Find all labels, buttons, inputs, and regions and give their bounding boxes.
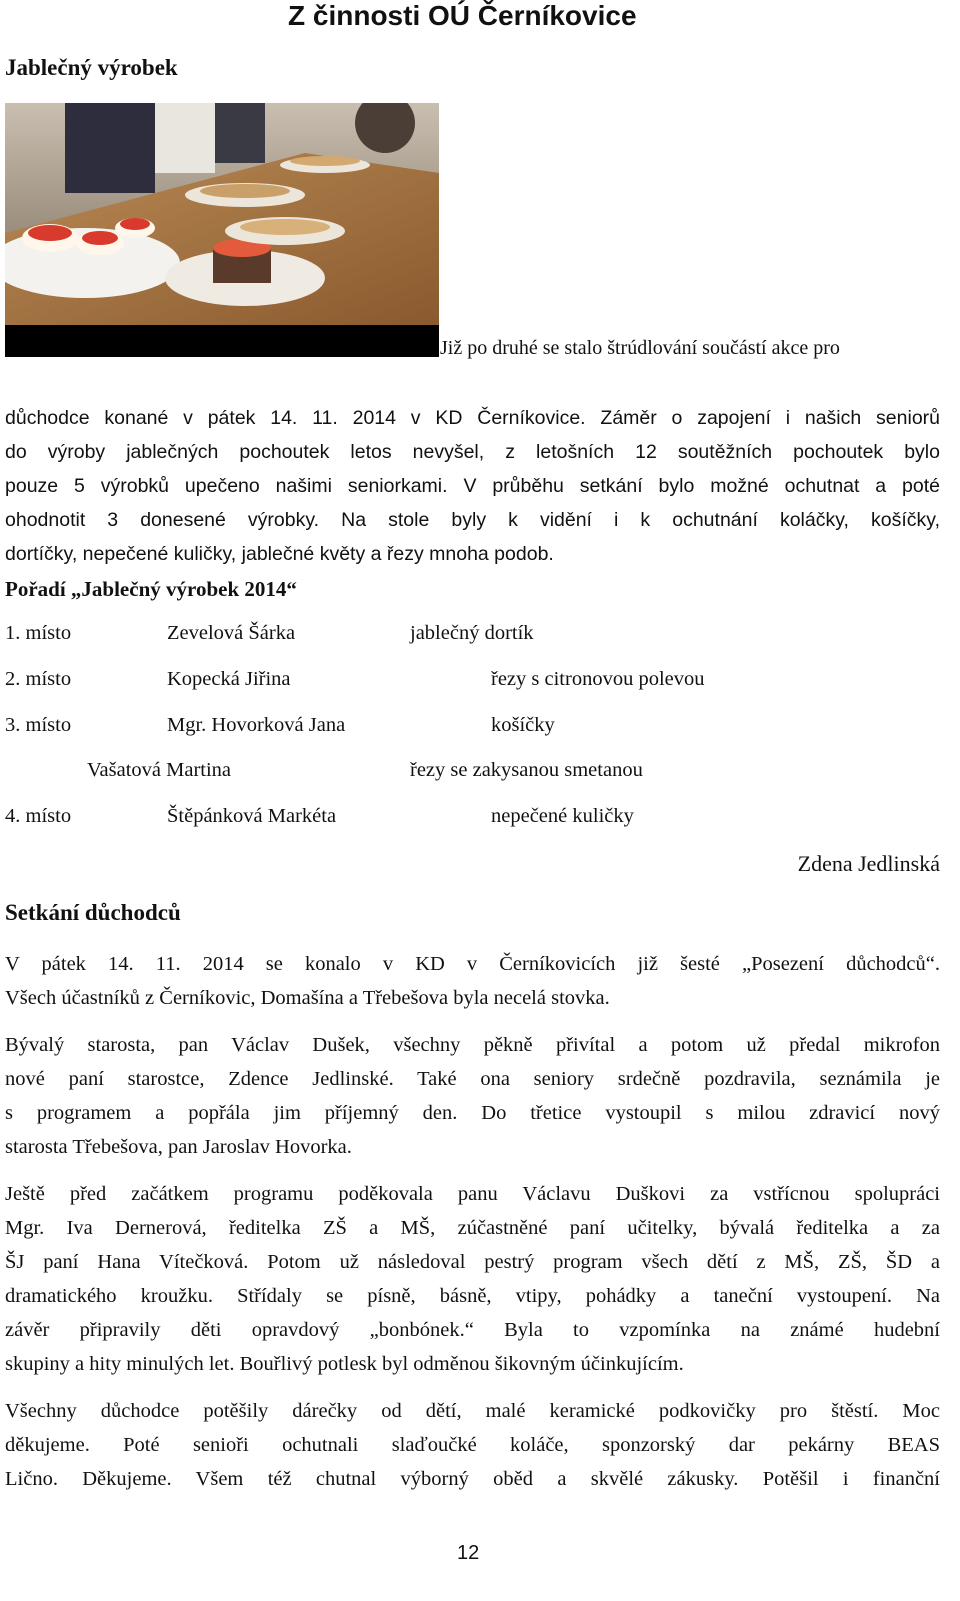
meeting-paragraph-1 [5,947,940,1015]
ranking-place: 2. místo [5,668,72,690]
ranking-name: Štěpánková Markéta [167,805,337,827]
ranking-name: Kopecká Jiřina [167,668,291,690]
article-line: ohodnotit 3 donesené výrobky. Na stole byly k vidění i k ochutnání koláčky, košíčky, [5,509,940,531]
ranking-item: košíčky [491,714,555,736]
paragraph-line: skupiny a hity minulých let. Bouřlivý potlesk byl odměnou šikovným účinkujícím. [5,1353,684,1375]
ranking-item: řezy s citronovou polevou [491,668,705,690]
page-number: 12 [457,1542,480,1564]
paragraph-line: Bývalý starosta, pan Václav Dušek, všechny pěkně přivítal a potom už předal mikrofon [5,1034,940,1056]
article-line: pouze 5 výrobků upečeno našimi seniorkami. V průběhu setkání bylo možné ochutnat a poté [5,475,940,497]
dessert-photo [5,103,439,357]
paragraph-line: Všechny důchodce potěšily dárečky od dětí, malé keramické podkovičky pro štěstí. Moc [5,1400,940,1422]
ranking-item: nepečené kuličky [491,805,634,827]
paragraph-line: nové paní starostce, Zdence Jedlinské. Také ona seniory srdečně pozdravila, seznámila je [5,1068,940,1090]
page-title: Z činnosti OÚ Černíkovice [288,0,637,31]
section-heading-seniors-meeting: Setkání důchodců [5,900,181,925]
ranking-name: Zevelová Šárka [167,622,296,644]
ranking-name: Mgr. Hovorková Jana [167,714,346,736]
dessert-photo-illustration [5,103,439,357]
paragraph-line: děkujeme. Poté senioři ochutnali slaďoučké koláče, sponzorský dar pekárny BEAS [5,1434,940,1456]
paragraph-line: s programem a popřála jim příjemný den. Do třetice vystoupil s milou zdravicí nový [5,1102,940,1124]
article-line: do výroby jablečných pochoutek letos nevyšel, z letošních 12 soutěžních pochoutek bylo [5,441,940,463]
ranking-heading: Pořadí „Jablečný výrobek 2014“ [5,577,297,601]
ranking-place: 3. místo [5,714,72,736]
section-heading-apple-product: Jablečný výrobek [5,55,178,80]
paragraph-line: Všech účastníků z Černíkovic, Domašína a Třebešova byla necelá stovka. [5,987,610,1009]
paragraph-line: Ještě před začátkem programu poděkovala panu Václavu Duškovi za vstřícnou spolupráci [5,1183,940,1205]
meeting-paragraph-2 [5,1028,940,1164]
article-paragraph [5,401,940,571]
article-line: dortíčky, nepečené kuličky, jablečné květy a řezy mnoha podob. [5,543,554,565]
paragraph-line: ŠJ paní Hana Vítečková. Potom už následoval pestrý program všech dětí z MŠ, ZŠ, ŠD a [5,1251,940,1273]
paragraph-line: Mgr. Iva Dernerová, ředitelka ZŠ a MŠ, zúčastněné paní učitelky, bývalá ředitelka a za [5,1217,940,1239]
ranking-name: Vašatová Martina [87,759,232,781]
paragraph-line: závěr připravily děti opravdový „bonbónek.“ Byla to vzpomínka na známé hudební [5,1319,940,1341]
paragraph-line: dramatického kroužku. Střídaly se písně, básně, vtipy, pohádky a taneční vystoupení. Na [5,1285,940,1307]
meeting-paragraph-4 [5,1394,940,1496]
meeting-paragraph-3 [5,1177,940,1381]
paragraph-line: starosta Třebešova, pan Jaroslav Hovorka. [5,1136,352,1158]
ranking-place: 1. místo [5,622,72,644]
ranking-item: řezy se zakysanou smetanou [410,759,643,781]
author-signature: Zdena Jedlinská [797,851,940,876]
paragraph-line: V pátek 14. 11. 2014 se konalo v KD v Černíkovicích již šesté „Posezení důchodců“. [5,953,940,975]
article-caption-line: Již po druhé se stalo štrúdlování součástí akce pro [440,337,840,359]
ranking-item: jablečný dortík [410,622,534,644]
paragraph-line: Lično. Děkujeme. Všem též chutnal výborný oběd a skvělé zákusky. Potěšil i finanční [5,1468,940,1490]
ranking-place: 4. místo [5,805,72,827]
article-line: důchodce konané v pátek 14. 11. 2014 v KD Černíkovice. Záměr o zapojení i našich seniorů [5,407,940,429]
